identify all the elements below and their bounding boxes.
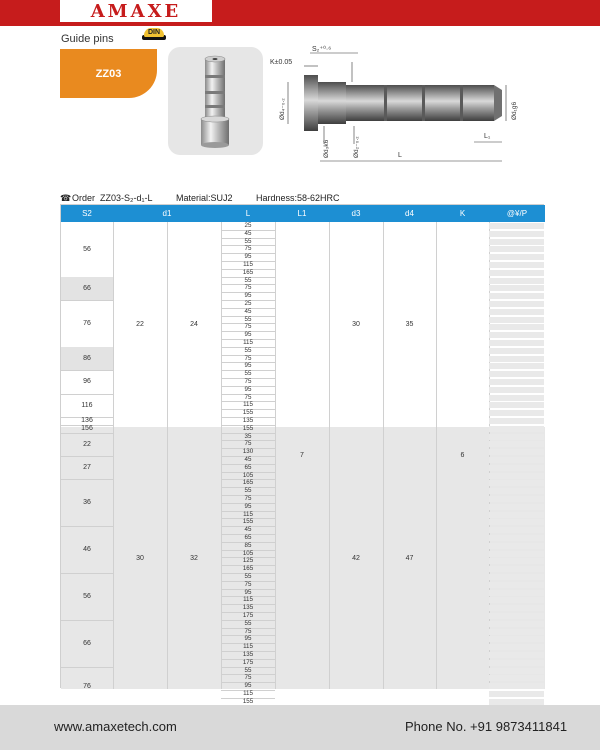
- order-hardness: Hardness:58-62HRC: [256, 193, 340, 203]
- l-value-cell: 55: [244, 573, 252, 580]
- price-cell: [489, 449, 544, 455]
- l-value-cell: 75: [244, 627, 252, 635]
- product-code: ZZ03: [95, 67, 122, 80]
- price-cell: [489, 566, 544, 572]
- l-value-cell: 95: [244, 292, 252, 300]
- l-value-cell: 45: [244, 229, 252, 237]
- l-value-cell: 155: [242, 518, 254, 526]
- price-cell: [489, 644, 544, 650]
- din-badge: [142, 28, 166, 40]
- brand-logo-text: AMAXE: [90, 0, 182, 22]
- l-value-cell: 75: [244, 284, 252, 292]
- l-value-cell: 75: [244, 378, 252, 385]
- price-cell: [489, 426, 544, 432]
- l-value-cell: 25: [244, 300, 252, 307]
- technical-drawing: [262, 40, 522, 170]
- l-value-cell: 175: [242, 612, 254, 619]
- price-cell: [489, 675, 544, 681]
- price-cell: [489, 410, 544, 416]
- s2-value-cell: 96: [83, 378, 91, 386]
- price-cell: [489, 691, 544, 697]
- l-value-cell: 155: [242, 409, 254, 417]
- price-cell: [489, 590, 544, 596]
- price-cell: [489, 371, 544, 377]
- l-value-cell: 55: [244, 487, 252, 495]
- s2-value-cell: 56: [83, 592, 91, 600]
- footer-bar: [0, 705, 600, 750]
- price-cell: [489, 636, 544, 642]
- s2-value-cell: 36: [83, 499, 91, 507]
- s2-value-cell: 22: [83, 440, 91, 448]
- l-value-cell: 115: [243, 596, 253, 604]
- price-cell: [489, 512, 544, 518]
- header-l: L: [245, 209, 251, 218]
- drawing-k-label: K±0.05: [270, 59, 293, 66]
- price-cell: [489, 558, 544, 564]
- l-value-cell: 75: [244, 323, 252, 331]
- table-body: [61, 222, 545, 705]
- price-cell: [489, 309, 544, 315]
- price-cell: [489, 683, 544, 689]
- price-cell: [489, 418, 544, 424]
- price-cell: [489, 574, 544, 580]
- order-prefix: Order: [72, 193, 96, 203]
- price-cell: [489, 379, 544, 385]
- product-code-tab: [60, 49, 157, 98]
- price-cell: [489, 613, 544, 619]
- l-value-cell: 95: [244, 253, 252, 261]
- l-value-cell: 35: [244, 432, 252, 440]
- l-value-cell: 45: [244, 307, 252, 315]
- l-value-cell: 45: [244, 526, 252, 534]
- s2-value-cell: 116: [81, 401, 93, 409]
- l-value-cell: 115: [243, 401, 253, 409]
- price-cell: [489, 285, 544, 291]
- l-value-cell: 95: [244, 635, 252, 643]
- drawing-s2-label: S₂⁺⁰·⁶: [312, 46, 332, 53]
- l-value-cell: 55: [244, 346, 252, 354]
- price-cell: [489, 551, 544, 557]
- l-value-cell: 115: [243, 339, 253, 346]
- price-cell: [489, 332, 544, 338]
- l-value-cell: 75: [244, 245, 252, 253]
- l-value-cell: 55: [244, 666, 252, 674]
- order-material: Material:SUJ2: [176, 193, 233, 203]
- l-value-cell: 65: [244, 463, 252, 471]
- drawing-d2-label: Ød₂₋₀.₂: [353, 136, 360, 158]
- drawing-l-label: L: [398, 152, 402, 159]
- price-cell: [489, 223, 544, 229]
- header-d4: d4: [405, 209, 414, 218]
- price-cell: [489, 434, 544, 440]
- phone-icon: ☎: [60, 193, 72, 203]
- l-value-cell: 115: [243, 643, 253, 651]
- price-cell: [489, 254, 544, 260]
- s2-value-cell: 136: [81, 417, 93, 425]
- l-value-cell: 135: [242, 604, 254, 612]
- l-value-cell: 95: [244, 682, 252, 690]
- price-cell: [489, 262, 544, 268]
- k-cell: 6: [460, 452, 465, 459]
- s2-value-cell: 76: [83, 682, 91, 690]
- l-value-cell: 75: [244, 580, 252, 588]
- header-d3: d3: [351, 209, 361, 218]
- d1-cell-b: 30: [136, 554, 144, 562]
- l-value-cell: 165: [242, 479, 254, 487]
- product-photo: [168, 47, 263, 155]
- price-cell: [489, 597, 544, 603]
- price-cell: [489, 488, 544, 494]
- order-info: [60, 193, 544, 204]
- price-cell: [489, 441, 544, 447]
- l-value-cell: 130: [242, 448, 254, 456]
- header-d1: d1: [162, 209, 172, 218]
- table-header: [61, 205, 545, 222]
- price-cell: [489, 535, 544, 541]
- price-cell: [489, 231, 544, 237]
- d1-cell-a: 22: [136, 321, 144, 328]
- s2-value-cell: 66: [61, 277, 113, 300]
- l-value-cell: 165: [242, 565, 254, 573]
- l-value-cell: 45: [244, 456, 252, 463]
- l-value-cell: 55: [244, 315, 252, 323]
- price-cell: [489, 387, 544, 393]
- price-cell: [489, 660, 544, 666]
- s2-value-cell: 76: [83, 319, 91, 327]
- l-value-cell: 115: [243, 510, 253, 518]
- l-value-cell: 115: [243, 261, 253, 268]
- price-cell: [489, 496, 544, 502]
- l-value-cell: 175: [242, 658, 254, 666]
- header-bar: [0, 0, 600, 26]
- price-cell: [489, 402, 544, 408]
- s2-value-cell: 27: [83, 464, 91, 472]
- l1-cell: 7: [300, 452, 304, 459]
- guide-pin-photo-icon: [168, 47, 263, 155]
- header-l1: L1: [297, 209, 307, 218]
- l-value-cell: 65: [244, 534, 252, 541]
- l-value-cell: 155: [242, 424, 254, 432]
- d4-cell-b: 47: [405, 554, 414, 562]
- d3-cell-b: 42: [352, 554, 360, 562]
- price-cell: [489, 465, 544, 471]
- price-cell: [489, 621, 544, 627]
- price-cell: [489, 356, 544, 362]
- drawing-d3-label: Ød₃k6: [323, 139, 330, 158]
- price-cell: [489, 239, 544, 245]
- d2-cell-a: 24: [190, 321, 198, 328]
- l-value-cell: 95: [244, 502, 252, 510]
- s2-value-cell: 86: [61, 347, 113, 370]
- price-cell: [489, 395, 544, 401]
- s2-value-cell: 156: [81, 425, 93, 433]
- l-value-cell: 85: [244, 541, 252, 549]
- price-cell: [489, 480, 544, 486]
- s2-value-cell: 66: [83, 639, 91, 647]
- s2-value-cell: 56: [83, 245, 91, 253]
- l-value-cell: 55: [244, 237, 252, 245]
- l-value-cell: 95: [244, 362, 252, 370]
- l-value-cell: 105: [242, 471, 254, 479]
- price-cell: [489, 301, 544, 307]
- price-cell: [489, 293, 544, 299]
- l-value-cell: 135: [242, 417, 254, 424]
- price-cell: [489, 582, 544, 588]
- d3-cell-a: 30: [352, 321, 360, 328]
- price-cell: [489, 270, 544, 276]
- phone-number: Phone No. +91 9873411841: [405, 719, 568, 734]
- l-value-cell: 95: [244, 331, 252, 339]
- d4-cell-a: 35: [405, 321, 414, 328]
- din-badge-label: DIN: [147, 29, 161, 36]
- l-value-cell: 55: [244, 370, 252, 378]
- drawing-d4-label: Ød₄₋₀.₂: [279, 98, 286, 120]
- header-price: @¥/P: [506, 209, 528, 218]
- price-cell: [489, 317, 544, 323]
- brand-logo: [60, 0, 212, 22]
- l-value-cell: 165: [242, 268, 254, 276]
- l-value-cell: 25: [244, 222, 252, 229]
- price-cell: [489, 473, 544, 479]
- s2-value-cell: 46: [83, 546, 91, 554]
- l-value-cell: 135: [242, 651, 254, 658]
- price-cell: [489, 527, 544, 533]
- price-cell: [489, 668, 544, 674]
- price-cell: [489, 340, 544, 346]
- drawing-d-label: Ød₁g6: [511, 101, 518, 120]
- l-value-cell: 95: [244, 588, 252, 596]
- header-k: K: [459, 209, 466, 218]
- price-cell: [489, 246, 544, 252]
- price-cell: [489, 699, 544, 705]
- l-value-cell: 75: [244, 495, 252, 502]
- price-cell: [489, 324, 544, 330]
- price-cell: [489, 652, 544, 658]
- l-value-cell: 75: [244, 393, 252, 401]
- price-cell: [489, 348, 544, 354]
- l-value-cell: 105: [242, 549, 254, 557]
- section-title: Guide pins: [61, 33, 114, 45]
- l-value-cell: 55: [244, 276, 252, 284]
- l-value-cell: 75: [244, 354, 252, 362]
- l-value-cell: 155: [242, 697, 254, 705]
- price-cell: [489, 629, 544, 635]
- website-link[interactable]: www.amaxetech.com: [54, 719, 177, 734]
- order-code: ZZ03-S₂-d₁-L: [100, 193, 153, 203]
- drawing-l1-label: L₁: [484, 133, 491, 140]
- price-cell: [489, 457, 544, 463]
- d2-cell-b: 32: [190, 554, 198, 562]
- l-value-cell: 75: [244, 440, 252, 448]
- header-s2: S2: [82, 209, 92, 218]
- spec-table: [60, 204, 544, 705]
- l-value-cell: 75: [244, 674, 252, 682]
- price-cell: [489, 605, 544, 611]
- l-value-cell: 55: [244, 619, 252, 627]
- l-value-cell: 95: [244, 385, 252, 393]
- price-cell: [489, 363, 544, 369]
- price-cell: [489, 519, 544, 525]
- price-cell: [489, 543, 544, 549]
- price-cell: [489, 504, 544, 510]
- l-value-cell: 115: [243, 690, 253, 697]
- l-value-cell: 125: [242, 557, 254, 565]
- price-cell: [489, 278, 544, 284]
